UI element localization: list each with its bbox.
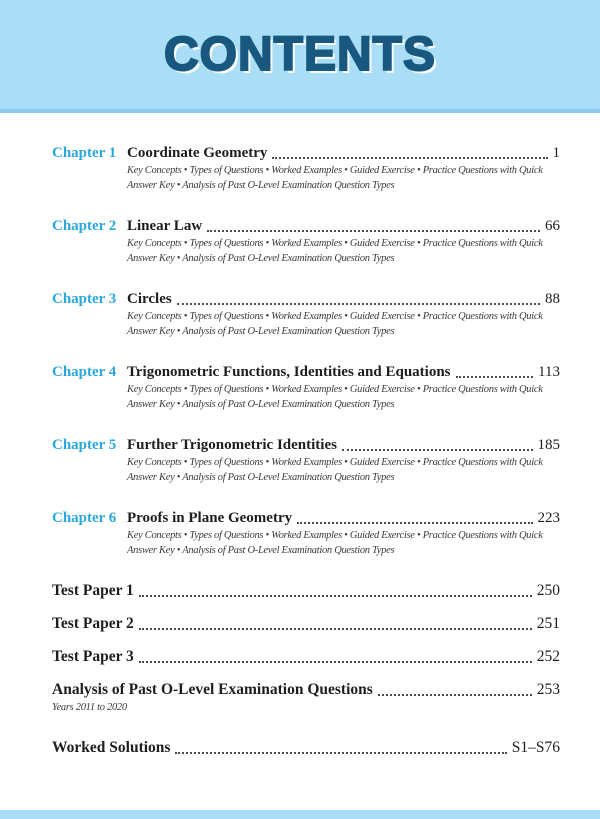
chapter-title-row [127, 508, 560, 528]
chapter-entry-body [127, 362, 560, 412]
back-matter-title: Analysis of Past O-Level Examination Questions [52, 681, 373, 698]
chapter-number-label: Chapter 1 [52, 145, 117, 161]
chapter-page-number: 185 [537, 437, 560, 453]
toc-chapter-entry [52, 435, 560, 485]
toc-back-matter-entry [52, 581, 560, 601]
toc-back-matter-entry [52, 614, 560, 634]
toc-back-matter-entry [52, 738, 560, 758]
back-matter-list [52, 581, 560, 758]
back-matter-title-row [52, 647, 560, 667]
chapter-entry-body [127, 435, 560, 485]
toc-chapter-entry [52, 289, 560, 339]
chapter-title: Proofs in Plane Geometry [127, 510, 293, 526]
chapter-title-row [127, 143, 560, 163]
chapter-page-number: 113 [538, 364, 560, 380]
chapter-page-number: 223 [537, 510, 560, 526]
toc-chapter-entry [52, 508, 560, 558]
back-matter-title: Test Paper 1 [52, 582, 134, 599]
dotted-leader [139, 595, 532, 597]
back-matter-page-number: 253 [536, 681, 560, 698]
chapter-title-row [127, 216, 560, 236]
chapter-title-row [127, 362, 560, 382]
back-matter-page-number: 252 [536, 648, 560, 665]
chapter-subtitle: Key Concepts • Types of Questions • Worked Examples • Guided Exercise • Practice Questions with Quick Answer Key • Analysis of Past O-Level Examination Question Types [127, 530, 543, 556]
chapter-subtitle: Key Concepts • Types of Questions • Worked Examples • Guided Exercise • Practice Questions with Quick Answer Key • Analysis of Past O-Level Examination Question Types [127, 165, 543, 191]
toc-chapter-entry [52, 362, 560, 412]
back-matter-title-row [52, 614, 560, 634]
chapter-subtitle: Key Concepts • Types of Questions • Worked Examples • Guided Exercise • Practice Questions with Quick Answer Key • Analysis of Past O-Level Examination Question Types [127, 238, 543, 264]
chapter-subtitle: Key Concepts • Types of Questions • Worked Examples • Guided Exercise • Practice Questions with Quick Answer Key • Analysis of Past O-Level Examination Question Types [127, 384, 543, 410]
toc-chapter-entry [52, 216, 560, 266]
back-matter-title: Test Paper 2 [52, 615, 134, 632]
chapter-number-label: Chapter 4 [52, 364, 117, 380]
chapter-title: Circles [127, 291, 172, 307]
dotted-leader [175, 752, 506, 754]
back-matter-title-row [52, 680, 560, 700]
chapter-entry-body [127, 216, 560, 266]
page-title: CONTENTS [164, 28, 436, 81]
chapter-title: Trigonometric Functions, Identities and Equations [127, 364, 451, 380]
back-matter-title: Test Paper 3 [52, 648, 134, 665]
chapter-title: Linear Law [127, 218, 203, 234]
toc-chapter-entry [52, 143, 560, 193]
dotted-leader [207, 230, 540, 232]
back-matter-page-number: S1–S76 [511, 739, 560, 756]
back-matter-subtitle: Years 2011 to 2020 [52, 702, 127, 713]
chapter-title-row [127, 289, 560, 309]
chapter-number-label: Chapter 3 [52, 291, 117, 307]
chapter-subtitle: Key Concepts • Types of Questions • Worked Examples • Guided Exercise • Practice Questions with Quick Answer Key • Analysis of Past O-Level Examination Question Types [127, 311, 543, 337]
back-matter-title-row [52, 581, 560, 601]
dotted-leader [177, 303, 540, 305]
dotted-leader [456, 376, 534, 378]
chapter-number-label: Chapter 2 [52, 218, 117, 234]
chapter-title: Coordinate Geometry [127, 145, 268, 161]
back-matter-page-number: 250 [536, 582, 560, 599]
chapter-list [52, 143, 560, 558]
table-of-contents [0, 113, 600, 758]
dotted-leader [272, 157, 547, 159]
page-header [0, 0, 600, 113]
footer-band [0, 810, 600, 819]
chapter-title: Further Trigonometric Identities [127, 437, 337, 453]
chapter-entry-body [127, 289, 560, 339]
dotted-leader [378, 694, 532, 696]
chapter-title-row [127, 435, 560, 455]
chapter-subtitle: Key Concepts • Types of Questions • Worked Examples • Guided Exercise • Practice Questions with Quick Answer Key • Analysis of Past O-Level Examination Question Types [127, 457, 543, 483]
chapter-entry-body [127, 143, 560, 193]
chapter-page-number: 88 [545, 291, 560, 307]
dotted-leader [139, 661, 532, 663]
back-matter-title: Worked Solutions [52, 739, 171, 756]
back-matter-title-row [52, 738, 560, 758]
dotted-leader [297, 522, 532, 524]
dotted-leader [342, 449, 533, 451]
toc-back-matter-entry [52, 647, 560, 667]
chapter-page-number: 1 [552, 145, 560, 161]
toc-back-matter-entry [52, 680, 560, 714]
chapter-page-number: 66 [545, 218, 560, 234]
back-matter-page-number: 251 [536, 615, 560, 632]
chapter-number-label: Chapter 6 [52, 510, 117, 526]
chapter-number-label: Chapter 5 [52, 437, 117, 453]
chapter-entry-body [127, 508, 560, 558]
dotted-leader [139, 628, 532, 630]
